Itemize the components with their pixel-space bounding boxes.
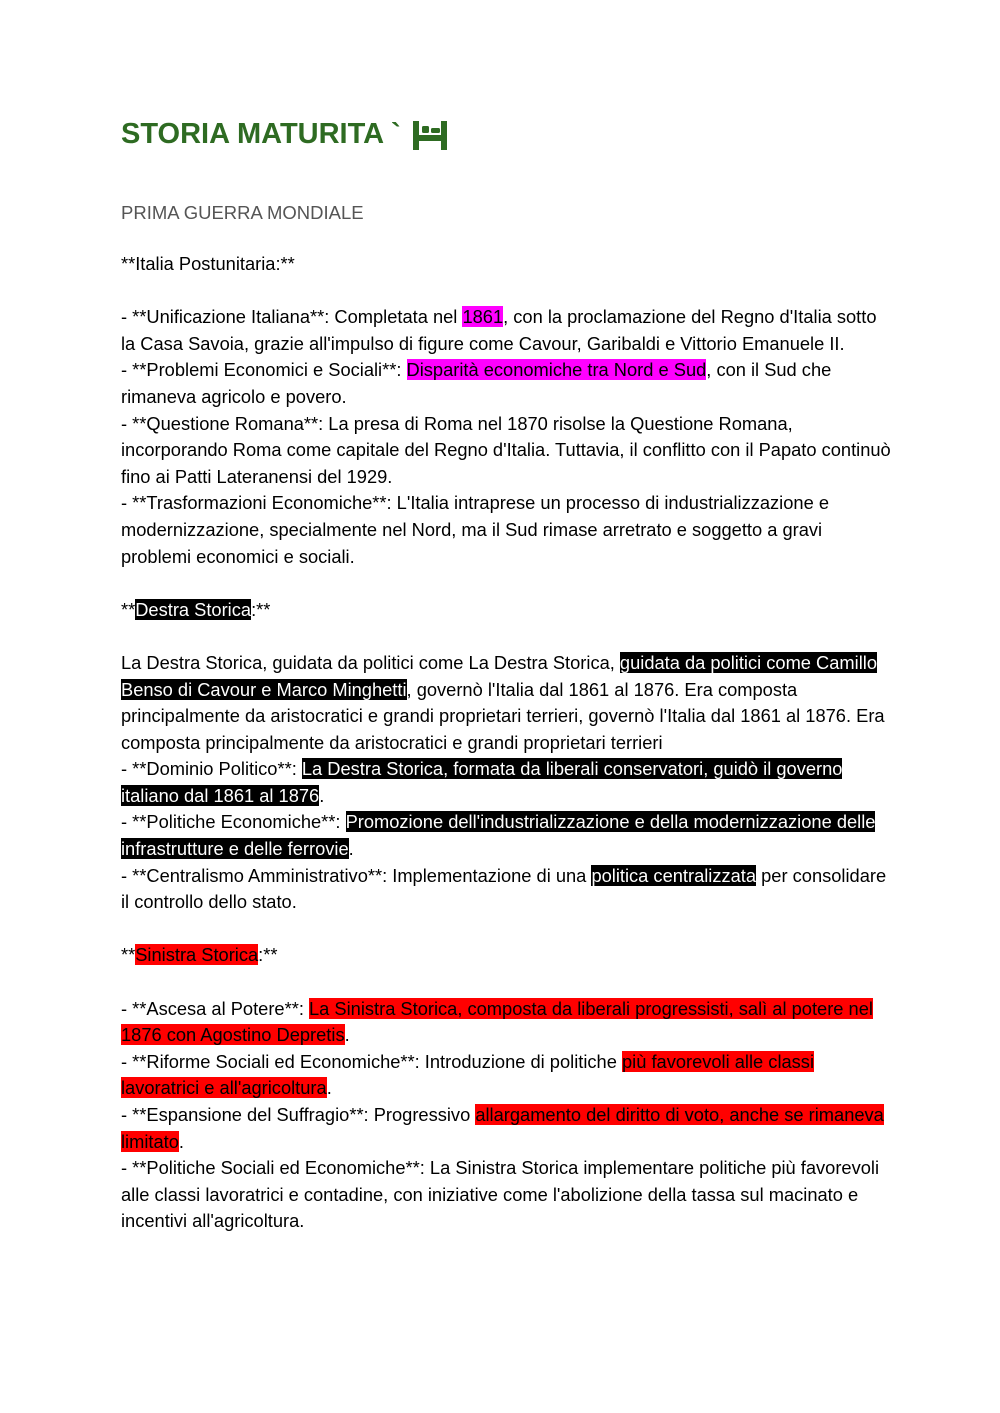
- paragraph-centralismo: - **Centralismo Amministrativo**: Implementazione di una politica centralizzata per consolidare il controllo dello stato.: [121, 864, 887, 913]
- section-subtitle: PRIMA GUERRA MONDIALE: [121, 202, 364, 223]
- paragraph-dominio-politico: - **Dominio Politico**: La Destra Storica, formata da liberali conservatori, guidò il governo italiano dal 1861 al 1876.: [121, 758, 843, 806]
- highlight-red: La Sinistra Storica, composta da liberali progressisti, salì al potere nel 1876 con Agostino Depretis: [121, 997, 873, 1046]
- paragraph-politiche-economiche: - **Politiche Economiche**: Promozione dell'industrializzazione e della modernizzazione delle infrastrutture e delle ferrovie.: [121, 811, 876, 860]
- highlight-red: più favorevoli alle classi lavoratrici e all'agricoltura: [121, 1050, 815, 1099]
- highlight-red: Sinistra Storica: [135, 944, 259, 966]
- document-body: [121, 251, 891, 1235]
- paragraph-problemi: - **Problemi Economici e Sociali**: Disparità economiche tra Nord e Sud, con il Sud che rimaneva agricolo e povero.: [121, 359, 832, 407]
- title-text: STORIA MATURITA `: [121, 118, 401, 150]
- highlight-black: politica centralizzata: [591, 864, 757, 886]
- heading-italia-postunitaria: **Italia Postunitaria:**: [121, 253, 295, 274]
- paragraph-unificazione: - **Unificazione Italiana**: Completata nel 1861, con la proclamazione del Regno d'Italia sotto la Casa Savoia, grazie all'impulso di figure come Cavour, Garibaldi e Vittorio Emanuele II.: [121, 306, 877, 354]
- paragraph-suffragio: - **Espansione del Suffragio**: Progressivo allargamento del diritto di voto, anche se rimaneva limitato.: [121, 1104, 884, 1152]
- highlight-magenta: 1861: [462, 306, 504, 328]
- document-title: [121, 118, 447, 151]
- highlight-black: Destra Storica: [135, 598, 252, 620]
- highlight-magenta: Disparità economiche tra Nord e Sud: [406, 359, 707, 381]
- paragraph-destra-intro: La Destra Storica, guidata da politici come La Destra Storica, guidata da politici come Camillo Benso di Cavour e Marco Minghetti, governò l'Italia dal 1861 al 1876. Era composta principalmente da aristocratici e grandi proprietari terrieri, governò l'Italia dal 1861 al 1876. Era composta principalmente da aristocratici e grandi proprietari terrieri: [121, 651, 885, 753]
- paragraph-ascesa: - **Ascesa al Potere**: La Sinistra Storica, composta da liberali progressisti, salì al potere nel 1876 con Agostino Depretis.: [121, 997, 873, 1046]
- bed-icon: [413, 120, 447, 150]
- highlight-red: allargamento del diritto di voto, anche se rimaneva limitato: [121, 1104, 884, 1152]
- heading-destra-storica: **Destra Storica:**: [121, 598, 271, 620]
- highlight-black: La Destra Storica, formata da liberali conservatori, guidò il governo italiano dal 1861 al 1876: [121, 758, 843, 806]
- highlight-black: Promozione dell'industrializzazione e della modernizzazione delle infrastrutture e delle ferrovie: [121, 811, 876, 860]
- paragraph-questione-romana: - **Questione Romana**: La presa di Roma nel 1870 risolse la Questione Romana, incorporando Roma come capitale del Regno d'Italia. Tuttavia, il conflitto con il Papato continuò fino ai Patti Lateranensi del 1929.: [121, 412, 891, 487]
- paragraph-trasformazioni: - **Trasformazioni Economiche**: L'Italia intraprese un processo di industrializzazione e modernizzazione, specialmente nel Nord, ma il Sud rimase arretrato e soggetto a gravi problemi economici e sociali.: [121, 492, 829, 567]
- paragraph-politiche-sociali: - **Politiche Sociali ed Economiche**: La Sinistra Storica implementare politiche più favorevoli alle classi lavoratrici e contadine, con iniziative come l'abolizione della tassa sul macinato e incentivi all'agricoltura.: [121, 1157, 880, 1232]
- heading-sinistra-storica: **Sinistra Storica:**: [121, 944, 278, 966]
- highlight-black: guidata da politici come Camillo Benso di Cavour e Marco Minghetti: [121, 651, 878, 700]
- paragraph-riforme: - **Riforme Sociali ed Economiche**: Introduzione di politiche più favorevoli alle classi lavoratrici e all'agricoltura.: [121, 1050, 815, 1099]
